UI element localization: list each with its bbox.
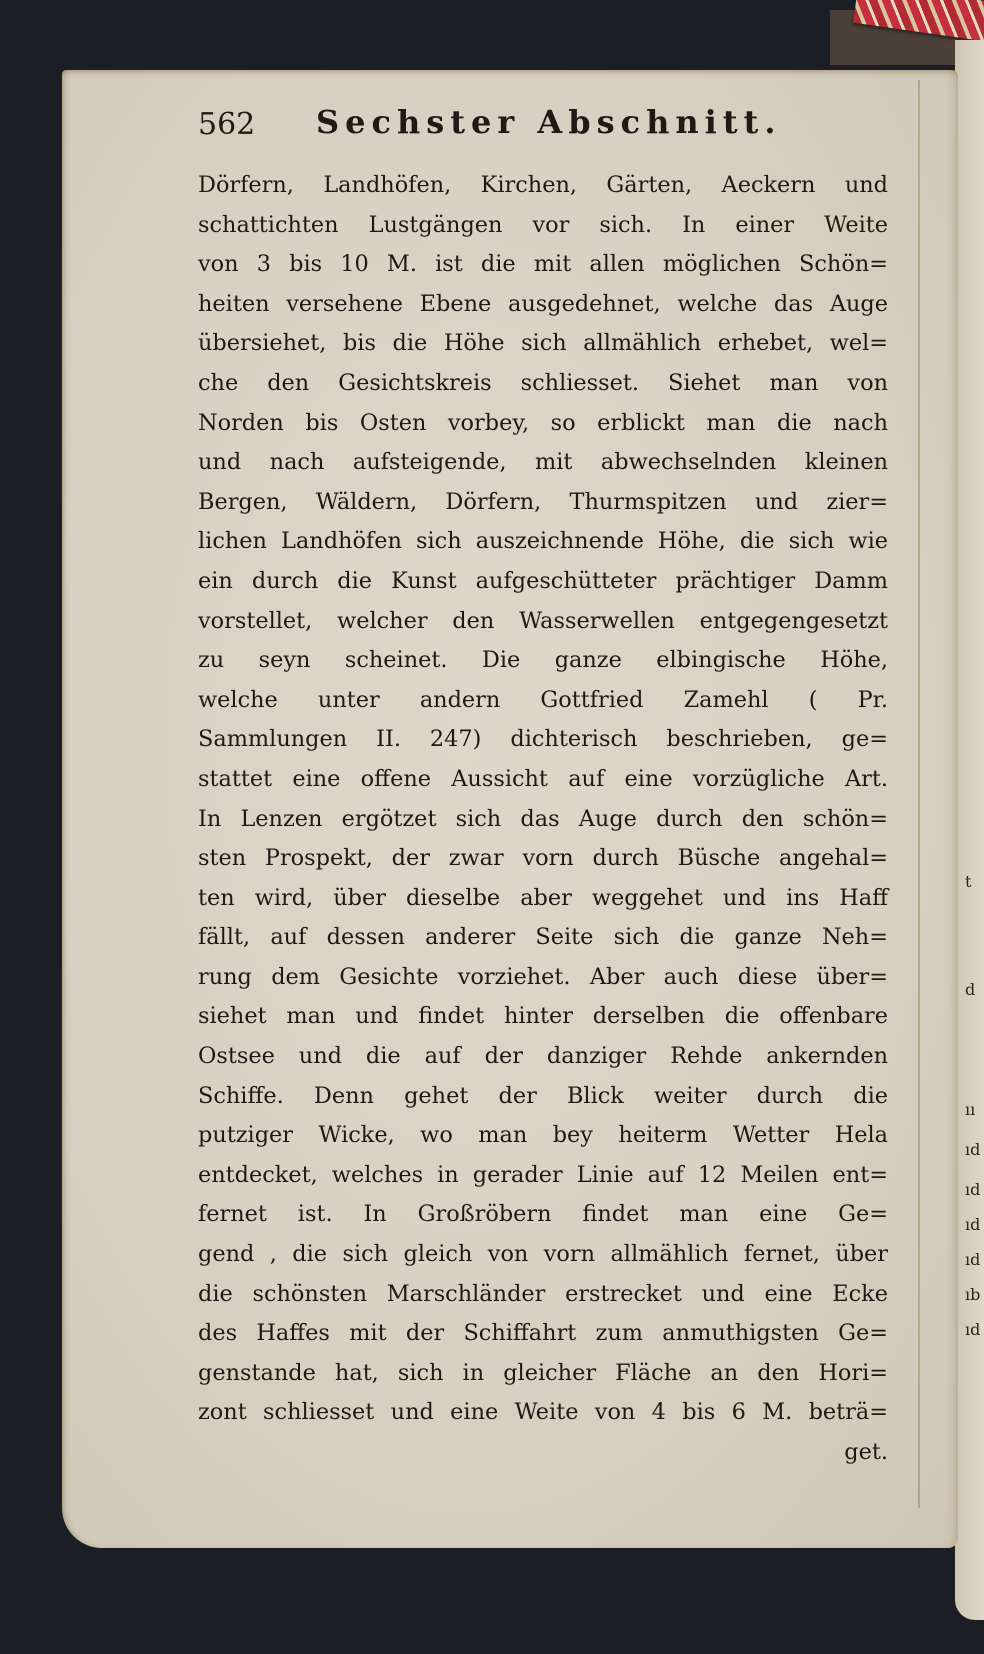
text-line: get. [844,1439,888,1465]
text-line: stattet eine offene Aussicht auf eine vorzügliche Art. [198,765,888,792]
facing-page-fragment: ıı [965,1100,976,1119]
text-line: ten wird, über dieselbe aber weggehet und ins Haff [198,884,888,911]
text-line: und nach aufsteigende, mit abwechselnden kleinen [198,449,888,476]
facing-page-fragment: ıd [965,1215,981,1234]
text-line: zont schliesset und eine Weite von 4 bis 6 M. beträ= [198,1399,888,1426]
body-text [198,166,888,1473]
text-line: welche unter andern Gottfried Zamehl ( Pr. [198,686,888,713]
facing-page-fragment: ıd [965,1250,981,1269]
text-line: heiten versehene Ebene ausgedehnet, welche das Auge [198,290,888,317]
text-line: genstande hat, sich in gleicher Fläche an den Hori= [198,1359,888,1386]
text-line: des Haffes mit der Schiffahrt zum anmuthigsten Ge= [198,1320,888,1347]
text-line: fernet ist. In Großröbern findet man eine Ge= [198,1201,888,1228]
text-line: ein durch die Kunst aufgeschütteter prächtiger Damm [198,567,888,594]
facing-page-fragment: d [965,980,976,999]
text-line: gend , die sich gleich von vorn allmählich fernet, über [198,1241,888,1268]
facing-page-fragment: ıd [965,1140,981,1159]
text-line: Bergen, Wäldern, Dörfern, Thurmspitzen und zier= [198,488,888,515]
page-header [198,103,898,151]
text-line: rung dem Gesichte vorziehet. Aber auch diese über= [198,963,888,990]
text-line: siehet man und findet hinter derselben die offenbare [198,1003,888,1030]
text-line: Ostsee und die auf der danziger Rehde ankernden [198,1043,888,1070]
text-line: putziger Wicke, wo man bey heiterm Wetter Hela [198,1122,888,1149]
text-line: die schönsten Marschländer erstrecket und eine Ecke [198,1280,888,1307]
text-line: schattichten Lustgängen vor sich. In einer Weite [198,211,888,238]
facing-page-fragment: ıb [965,1285,981,1304]
page-number: 562 [198,107,256,142]
text-line: In Lenzen ergötzet sich das Auge durch den schön= [198,805,888,832]
text-line: von 3 bis 10 M. ist die mit allen möglichen Schön= [198,251,888,278]
text-line: Schiffe. Denn gehet der Blick weiter durch die [198,1082,888,1109]
text-line: entdecket, welches in gerader Linie auf 12 Meilen ent= [198,1161,888,1188]
text-line: vorstellet, welcher den Wasserwellen entgegengesetzt [198,607,888,634]
text-line: Norden bis Osten vorbey, so erblickt man die nach [198,409,888,436]
text-line: zu seyn scheinet. Die ganze elbingische Höhe, [198,647,888,674]
facing-page-edge [955,40,984,1620]
text-line: lichen Landhöfen sich auszeichnende Höhe, die sich wie [198,528,888,555]
text-line: übersiehet, bis die Höhe sich allmählich erhebet, wel= [198,330,888,357]
facing-page-fragment: t [965,872,972,891]
text-line: fällt, auf dessen anderer Seite sich die ganze Neh= [198,924,888,951]
text-line: Dörfern, Landhöfen, Kirchen, Gärten, Aeckern und [198,172,888,198]
text-line: sten Prospekt, der zwar vorn durch Büsche angehal= [198,845,888,872]
text-line: Sammlungen II. 247) dichterisch beschrieben, ge= [198,726,888,753]
facing-page-fragment: ıd [965,1180,981,1199]
facing-page-fragment: ıd [965,1320,981,1339]
text-line: che den Gesichtskreis schliesset. Siehet man von [198,369,888,396]
running-head: Sechster Abschnitt. [316,103,782,141]
